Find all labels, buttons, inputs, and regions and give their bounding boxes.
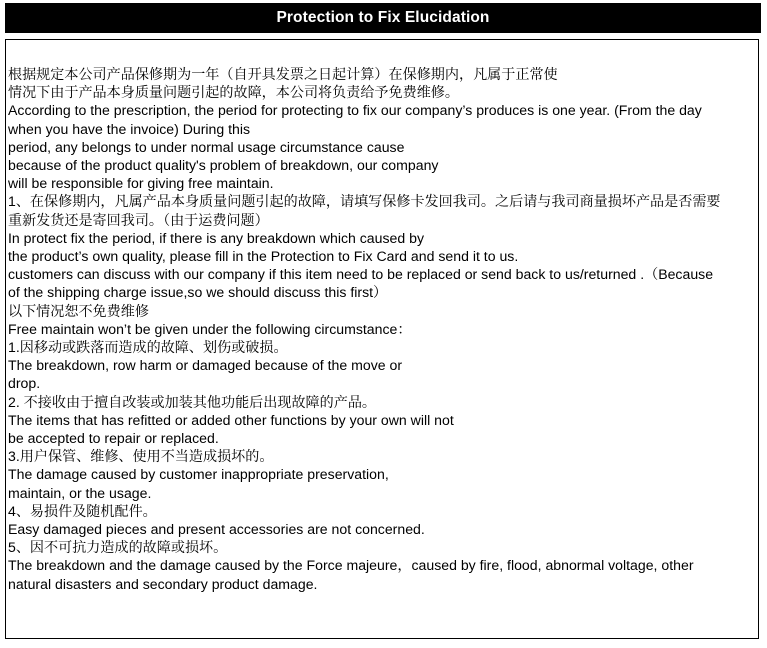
text-line: be accepted to repair or replaced. xyxy=(8,430,219,447)
text-line: 情况下由于产品本身质量问题引起的故障，本公司将负责给予免费维修。 xyxy=(8,84,459,101)
elucidation-text-box xyxy=(5,39,759,639)
text-line: period, any belongs to under normal usage circumstance cause xyxy=(8,138,405,155)
text-line: maintain, or the usage. xyxy=(8,484,152,501)
text-line: 4、易损件及随机配件。 xyxy=(8,502,157,519)
text-line: The items that has refitted or added other functions by your own will not xyxy=(8,411,454,428)
text-line: 以下情况恕不免费维修 xyxy=(8,302,149,319)
text-line: when you have the invoice) During this xyxy=(8,120,251,137)
text-line: 重新发货还是寄回我司。（由于运费问题） xyxy=(8,211,269,228)
text-line: According to the prescription, the period for protecting to fix our company’s produces is one year. (From the day xyxy=(8,102,702,119)
header-bar xyxy=(5,3,761,33)
text-line: natural disasters and secondary product damage. xyxy=(8,575,318,592)
text-line: 1、在保修期内，凡属产品本身质量问题引起的故障，请填写保修卡发回我司。之后请与我司商量损坏产品是否需要 xyxy=(8,193,721,210)
text-line: The breakdown, row harm or damaged because of the move or xyxy=(8,357,403,374)
text-line: The damage caused by customer inappropriate preservation, xyxy=(8,466,389,483)
text-line: will be responsible for giving free maintain. xyxy=(8,175,274,192)
text-line: 3.用户保管、维修、使用不当造成损坏的。 xyxy=(8,448,274,465)
text-line: 2. 不接收由于擅自改装或加装其他功能后出现故障的产品。 xyxy=(8,393,377,410)
text-line: Easy damaged pieces and present accessories are not concerned. xyxy=(8,521,425,538)
text-line: In protect fix the period, if there is any breakdown which caused by xyxy=(8,229,424,246)
text-line: drop. xyxy=(8,375,41,392)
text-line: customers can discuss with our company if this item need to be replaced or send back to us/returned .（Because xyxy=(8,266,714,283)
text-line: Free maintain won’t be given under the following circumstance： xyxy=(8,320,412,337)
text-line: the product’s own quality, please fill in the Protection to Fix Card and send it to us. xyxy=(8,248,519,265)
text-line: 1.因移动或跌落而造成的故障、划伤或破损。 xyxy=(8,339,288,356)
text-line: 根据规定本公司产品保修期为一年（自开具发票之日起计算）在保修期内，凡属于正常使 xyxy=(8,66,558,82)
text-line: The breakdown and the damage caused by the Force majeure，caused by fire, flood, abnormal voltage, other xyxy=(8,557,694,574)
text-line: of the shipping charge issue,so we should discuss this first） xyxy=(8,284,388,301)
page-title: Protection to Fix Elucidation xyxy=(276,9,490,26)
text-line: because of the product quality's problem of breakdown, our company xyxy=(8,157,439,174)
text-line: 5、因不可抗力造成的故障或损坏。 xyxy=(8,539,228,556)
